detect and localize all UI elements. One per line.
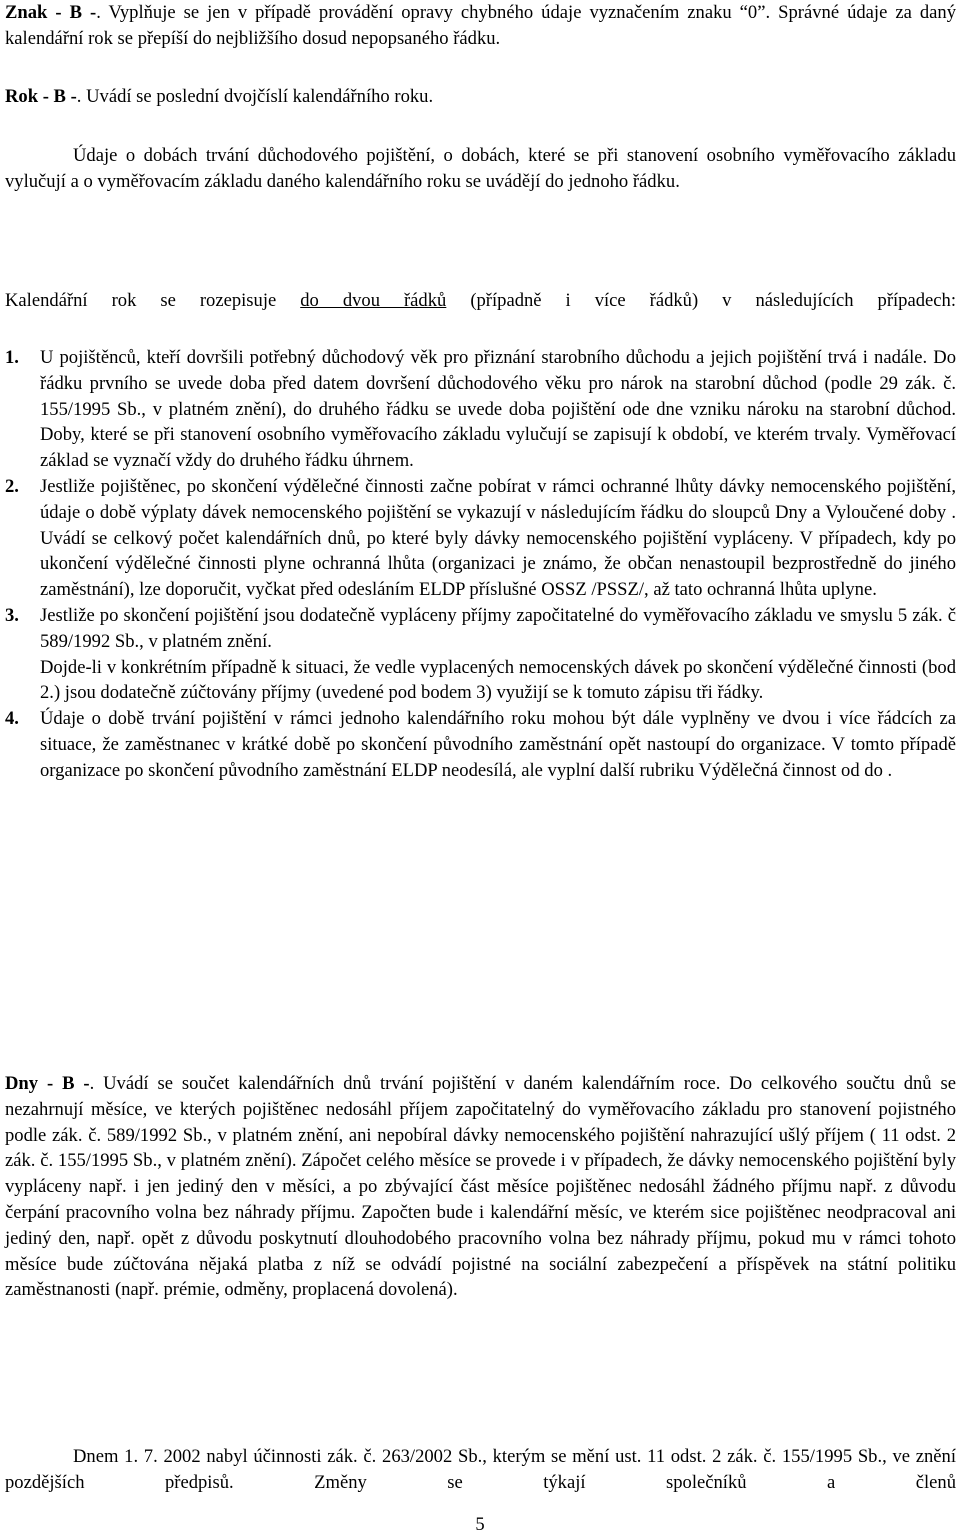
item-text: U pojištěnců, kteří dovršili potřebný důchodový věk pro přiznání starobního důchodu a jejich pojištění trvá i nadále. Do řádku prvního se uvede doba před datem dovršení důchodového věku pro nárok na starobní důchod (podle 29 zák. č. 155/1995 Sb., v platném znění), do druhého řádku se uvede doba pojištění ode dne vzniku nároku na starobní důchod. Doby, které se při stanovení osobního vyměřovacího základu vylučují se zapisují k období, ve kterém trvaly. Vyměřovací základ se vyznačí vždy do druhého řádku úhrnem. [40,347,956,472]
rok-paragraph [5,84,956,110]
rok-label: Rok - B - [5,86,77,107]
kal-text-b: (případně i více řádků) v následujících případech: [446,290,956,311]
item-number: 2. [5,475,19,497]
list-item [5,603,956,706]
page-number: 5 [475,1514,485,1535]
list-item [5,474,956,603]
znak-text: . Vyplňuje se jen v případě provádění opravy chybného údaje vyznačením znaku “0”. Správné údaje za daný kalendářní rok se přepíší do nejbližšího dosud nepopsaného řádku. [5,2,956,49]
item-text-continued: Dojde-li v konkrétním případně k situaci, že vedle vyplacených nemocenských dávek po skončení výdělečné činnosti (bod 2.) jsou dodatečně zúčtovány příjmy (uvedené pod bodem 3) využijí se k tomuto zápisu tři řádky. [40,656,956,704]
znak-label: Znak - B - [5,2,97,23]
item-text: Údaje o době trvání pojištění v rámci jednoho kalendářního roku mohou být dále vyplněny ve dvou i více řádcích za situace, že zaměstnanec v krátké době po skončení původního zaměstnání opět nastoupí do organizace. V tomto případě organizace po skončení původního zaměstnání ELDP neodesílá, ale vyplní další rubriku Výdělečná činnost od do . [40,708,956,781]
item-number: 3. [5,604,19,626]
udaje-paragraph: Údaje o dobách trvání důchodového pojištění, o dobách, které se při stanovení osobního vyměřovacího základu vylučují a o vyměřovacím základu daného kalendářního roku se uvádějí do jednoho řádku. [5,145,956,192]
kalendarni-rok-paragraph [5,288,956,314]
dny-paragraph [5,1071,956,1303]
kal-text-a: Kalendářní rok se rozepisuje [5,290,301,311]
dnem-paragraph: Dnem 1. 7. 2002 nabyl účinnosti zák. č. 263/2002 Sb., kterým se mění ust. 11 odst. 2 zák. č. 155/1995 Sb., ve znění pozdějších předpisů. Změny se týkají společníků a členů [5,1446,956,1493]
cases-list [5,345,956,784]
znak-paragraph [5,0,956,52]
item-number: 1. [5,347,19,368]
list-item [5,345,956,474]
dny-text: . Uvádí se součet kalendářních dnů trvání pojištění v daném kalendářním roce. Do celkového součtu dnů se nezahrnují měsíce, ve kterých pojištěnec nedosáhl příjem započitatelný do vyměřovacího základu pro stanovení pojistného podle zák. č. 589/1992 Sb., v platném znění, ani nepobíral dávky nemocenského pojištění nahrazující ušlý příjem ( 11 odst. 2 zák. č. 155/1995 Sb., v platném znění). Zápočet celého měsíce se provede i v případech, že dávky nemocenského pojištění byly vypláceny např. i jen jediný den v měsíci, a po zbývající část měsíce pojištěnec nedosáhl žádného příjmu např. z důvodu čerpání pracovního volna bez náhrady příjmu. Započten bude i kalendářní měsíc, ve kterém sice pojištěnec neodpracoval ani jediný den, např. opět z důvodu poskytnutí dlouhodobého pracovního volna bez náhrady příjmu, pokud mu v rámci tohoto měsíce bude zúčtována nějaká platba z níž se odvádí pojistné na sociální zabezpečení a příspěvek na státní politiku zaměstnanosti (např. prémie, odměny, proplacená dovolená). [5,1073,956,1301]
dny-label: Dny - B - [5,1073,90,1094]
list-item [5,706,956,783]
item-text: Jestliže pojištěnec, po skončení výdělečné činnosti začne pobírat v rámci ochranné lhůty dávky nemocenského pojištění, údaje o době výplaty dávek nemocenského pojištění se vykazují v následujícím řádku do sloupců Dny a Vyloučené doby . Uvádí se celkový počet kalendářních dnů, po které byly dávky nemocenského pojištění vypláceny. V případech, kdy po ukončení výdělečné činnosti plyne ochranná lhůta (organizaci je známo, že občan nenastoupil bezprostředně do jiného zaměstnání), lze doporučit, vyčkat před odesláním ELDP příslušné OSSZ /PSSZ/, až tato ochranná lhůta uplyne. [40,475,956,601]
item-text: Jestliže po skončení pojištění jsou dodatečně vypláceny příjmy započitatelné do vyměřovacího základu ve smyslu 5 zák. č 589/1992 Sb., v platném znění. [40,604,956,652]
rok-text: . Uvádí se poslední dvojčíslí kalendářního roku. [76,86,434,107]
item-number: 4. [5,708,19,730]
kal-underlined: do dvou řádků [300,290,447,311]
